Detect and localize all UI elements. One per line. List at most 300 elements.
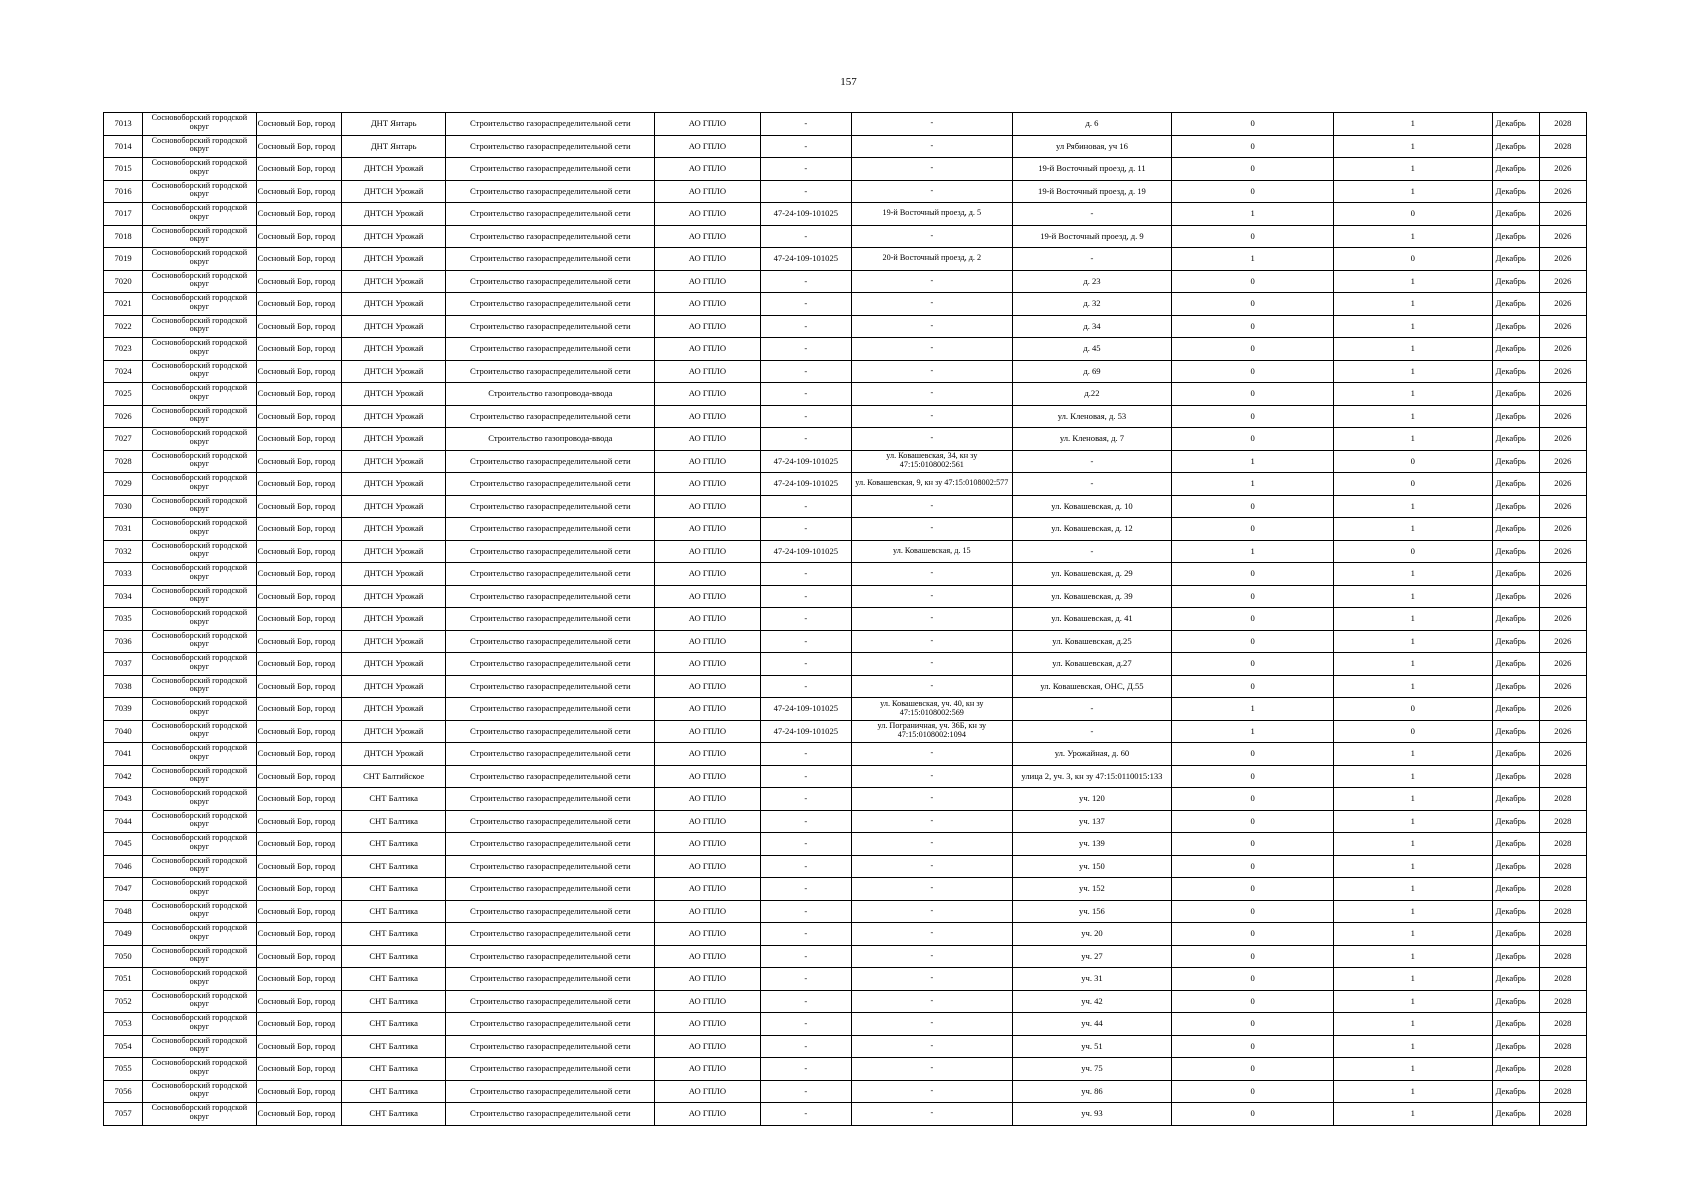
- cell-territory: ДНТСН Урожай: [341, 315, 445, 338]
- cell-count-a: 1: [1172, 698, 1334, 721]
- cell-municipality: Сосновоборский городской округ: [143, 158, 256, 181]
- cell-cadastral-address: -: [852, 945, 1013, 968]
- cell-object-address: ул. Ковашевская, д. 39: [1012, 585, 1172, 608]
- cell-territory: ДНТСН Урожай: [341, 270, 445, 293]
- cell-count-a: 0: [1172, 855, 1334, 878]
- cell-territory: ДНТСН Урожай: [341, 428, 445, 451]
- cell-organization: АО ГПЛО: [655, 675, 760, 698]
- cell-row-number: 7046: [104, 855, 143, 878]
- cell-month: Декабрь: [1492, 833, 1539, 856]
- cell-cadastral-quarter: 47-24-109-101025: [760, 720, 851, 743]
- cell-row-number: 7052: [104, 990, 143, 1013]
- cell-count-a: 0: [1172, 563, 1334, 586]
- cell-settlement: Сосновый Бор, город: [256, 585, 341, 608]
- cell-settlement: Сосновый Бор, город: [256, 855, 341, 878]
- cell-month: Декабрь: [1492, 338, 1539, 361]
- cell-cadastral-quarter: -: [760, 135, 851, 158]
- cell-count-b: 1: [1333, 563, 1492, 586]
- cell-cadastral-address: -: [852, 1103, 1013, 1126]
- cell-month: Декабрь: [1492, 585, 1539, 608]
- table-row: [104, 1103, 1587, 1126]
- cell-cadastral-quarter: -: [760, 990, 851, 1013]
- cell-cadastral-quarter: -: [760, 315, 851, 338]
- cell-count-b: 1: [1333, 225, 1492, 248]
- cell-year: 2026: [1539, 360, 1586, 383]
- cell-count-b: 1: [1333, 608, 1492, 631]
- cell-territory: СНТ Балтика: [341, 833, 445, 856]
- cell-cadastral-quarter: -: [760, 675, 851, 698]
- cell-municipality: Сосновоборский городской округ: [143, 923, 256, 946]
- cell-year: 2026: [1539, 338, 1586, 361]
- cell-municipality: Сосновоборский городской округ: [143, 225, 256, 248]
- cell-object-address: уч. 75: [1012, 1058, 1172, 1081]
- cell-month: Декабрь: [1492, 473, 1539, 496]
- table-row: [104, 248, 1587, 271]
- cell-municipality: Сосновоборский городской округ: [143, 585, 256, 608]
- cell-object-address: д. 34: [1012, 315, 1172, 338]
- cell-cadastral-address: -: [852, 608, 1013, 631]
- cell-cadastral-address: -: [852, 383, 1013, 406]
- cell-municipality: Сосновоборский городской округ: [143, 450, 256, 473]
- cell-row-number: 7018: [104, 225, 143, 248]
- cell-work-type: Строительство газораспределительной сети: [446, 473, 655, 496]
- cell-object-address: ул. Урожайная, д. 60: [1012, 743, 1172, 766]
- cell-cadastral-quarter: -: [760, 495, 851, 518]
- cell-cadastral-address: -: [852, 788, 1013, 811]
- cell-territory: ДНТСН Урожай: [341, 473, 445, 496]
- cell-row-number: 7030: [104, 495, 143, 518]
- cell-work-type: Строительство газораспределительной сети: [446, 608, 655, 631]
- cell-territory: ДНТСН Урожай: [341, 248, 445, 271]
- cell-cadastral-quarter: 47-24-109-101025: [760, 450, 851, 473]
- cell-settlement: Сосновый Бор, город: [256, 203, 341, 226]
- cell-cadastral-quarter: 47-24-109-101025: [760, 540, 851, 563]
- cell-object-address: улица 2, уч. 3, кн зу 47:15:0110015:133: [1012, 765, 1172, 788]
- cell-work-type: Строительство газораспределительной сети: [446, 1013, 655, 1036]
- table-row: [104, 900, 1587, 923]
- cell-row-number: 7055: [104, 1058, 143, 1081]
- cell-municipality: Сосновоборский городской округ: [143, 518, 256, 541]
- cell-row-number: 7013: [104, 113, 143, 136]
- cell-cadastral-quarter: 47-24-109-101025: [760, 473, 851, 496]
- cell-row-number: 7017: [104, 203, 143, 226]
- cell-month: Декабрь: [1492, 450, 1539, 473]
- cell-count-a: 0: [1172, 810, 1334, 833]
- cell-work-type: Строительство газораспределительной сети: [446, 158, 655, 181]
- cell-month: Декабрь: [1492, 180, 1539, 203]
- cell-count-b: 1: [1333, 495, 1492, 518]
- cell-row-number: 7036: [104, 630, 143, 653]
- cell-count-b: 1: [1333, 338, 1492, 361]
- cell-territory: ДНТСН Урожай: [341, 518, 445, 541]
- cell-object-address: уч. 31: [1012, 968, 1172, 991]
- cell-year: 2026: [1539, 698, 1586, 721]
- cell-cadastral-address: 19-й Восточный проезд, д. 5: [852, 203, 1013, 226]
- table-row: [104, 225, 1587, 248]
- cell-work-type: Строительство газораспределительной сети: [446, 900, 655, 923]
- cell-work-type: Строительство газораспределительной сети: [446, 585, 655, 608]
- cell-count-a: 0: [1172, 675, 1334, 698]
- cell-cadastral-address: -: [852, 990, 1013, 1013]
- cell-month: Декабрь: [1492, 653, 1539, 676]
- cell-object-address: ул. Ковашевская, д.27: [1012, 653, 1172, 676]
- cell-object-address: ул. Ковашевская, д. 41: [1012, 608, 1172, 631]
- cell-settlement: Сосновый Бор, город: [256, 1080, 341, 1103]
- cell-work-type: Строительство газораспределительной сети: [446, 923, 655, 946]
- cell-territory: ДНТСН Урожай: [341, 743, 445, 766]
- cell-count-b: 0: [1333, 450, 1492, 473]
- cell-year: 2026: [1539, 203, 1586, 226]
- cell-work-type: Строительство газораспределительной сети: [446, 225, 655, 248]
- cell-count-a: 1: [1172, 203, 1334, 226]
- cell-month: Декабрь: [1492, 518, 1539, 541]
- cell-year: 2028: [1539, 1035, 1586, 1058]
- cell-object-address: д. 32: [1012, 293, 1172, 316]
- cell-month: Декабрь: [1492, 428, 1539, 451]
- cell-row-number: 7038: [104, 675, 143, 698]
- cell-municipality: Сосновоборский городской округ: [143, 833, 256, 856]
- cell-object-address: уч. 93: [1012, 1103, 1172, 1126]
- cell-count-a: 0: [1172, 945, 1334, 968]
- cell-month: Декабрь: [1492, 855, 1539, 878]
- cell-municipality: Сосновоборский городской округ: [143, 113, 256, 136]
- table-row: [104, 855, 1587, 878]
- cell-year: 2026: [1539, 675, 1586, 698]
- cell-organization: АО ГПЛО: [655, 878, 760, 901]
- cell-count-b: 1: [1333, 653, 1492, 676]
- cell-count-a: 0: [1172, 293, 1334, 316]
- cell-work-type: Строительство газораспределительной сети: [446, 968, 655, 991]
- cell-object-address: -: [1012, 698, 1172, 721]
- cell-cadastral-address: ул. Пограничная, уч. 36Б, кн зу 47:15:0108002:1094: [852, 720, 1013, 743]
- cell-cadastral-address: ул. Ковашевская, д. 15: [852, 540, 1013, 563]
- cell-year: 2028: [1539, 855, 1586, 878]
- cell-cadastral-address: -: [852, 630, 1013, 653]
- cell-territory: ДНТСН Урожай: [341, 450, 445, 473]
- cell-count-a: 0: [1172, 270, 1334, 293]
- cell-count-a: 0: [1172, 315, 1334, 338]
- cell-organization: АО ГПЛО: [655, 855, 760, 878]
- cell-count-a: 0: [1172, 225, 1334, 248]
- cell-settlement: Сосновый Бор, город: [256, 113, 341, 136]
- cell-object-address: уч. 44: [1012, 1013, 1172, 1036]
- cell-cadastral-quarter: -: [760, 158, 851, 181]
- cell-settlement: Сосновый Бор, город: [256, 293, 341, 316]
- table-row: [104, 833, 1587, 856]
- cell-settlement: Сосновый Бор, город: [256, 968, 341, 991]
- cell-month: Декабрь: [1492, 113, 1539, 136]
- cell-organization: АО ГПЛО: [655, 270, 760, 293]
- cell-count-a: 0: [1172, 653, 1334, 676]
- cell-settlement: Сосновый Бор, город: [256, 945, 341, 968]
- cell-month: Декабрь: [1492, 1035, 1539, 1058]
- cell-organization: АО ГПЛО: [655, 1058, 760, 1081]
- cell-year: 2026: [1539, 405, 1586, 428]
- cell-count-b: 1: [1333, 315, 1492, 338]
- cell-settlement: Сосновый Бор, город: [256, 563, 341, 586]
- cell-territory: СНТ Балтика: [341, 810, 445, 833]
- table-row: [104, 428, 1587, 451]
- cell-year: 2026: [1539, 450, 1586, 473]
- cell-settlement: Сосновый Бор, город: [256, 653, 341, 676]
- cell-organization: АО ГПЛО: [655, 1080, 760, 1103]
- cell-year: 2026: [1539, 563, 1586, 586]
- cell-cadastral-quarter: -: [760, 1035, 851, 1058]
- cell-territory: СНТ Балтика: [341, 945, 445, 968]
- cell-cadastral-address: -: [852, 113, 1013, 136]
- cell-territory: СНТ Балтика: [341, 1080, 445, 1103]
- table-row: [104, 923, 1587, 946]
- cell-count-b: 1: [1333, 270, 1492, 293]
- cell-month: Декабрь: [1492, 923, 1539, 946]
- cell-settlement: Сосновый Бор, город: [256, 473, 341, 496]
- cell-work-type: Строительство газораспределительной сети: [446, 720, 655, 743]
- cell-cadastral-quarter: 47-24-109-101025: [760, 203, 851, 226]
- cell-territory: СНТ Балтика: [341, 878, 445, 901]
- cell-month: Декабрь: [1492, 698, 1539, 721]
- cell-organization: АО ГПЛО: [655, 743, 760, 766]
- table-row: [104, 338, 1587, 361]
- cell-territory: ДНТСН Урожай: [341, 338, 445, 361]
- cell-cadastral-quarter: -: [760, 1080, 851, 1103]
- cell-count-b: 1: [1333, 968, 1492, 991]
- cell-row-number: 7035: [104, 608, 143, 631]
- cell-territory: ДНТСН Урожай: [341, 495, 445, 518]
- cell-territory: ДНТСН Урожай: [341, 653, 445, 676]
- cell-month: Декабрь: [1492, 158, 1539, 181]
- cell-count-a: 0: [1172, 900, 1334, 923]
- cell-cadastral-quarter: 47-24-109-101025: [760, 248, 851, 271]
- cell-row-number: 7024: [104, 360, 143, 383]
- cell-month: Декабрь: [1492, 1058, 1539, 1081]
- table-row: [104, 878, 1587, 901]
- cell-month: Декабрь: [1492, 1080, 1539, 1103]
- cell-row-number: 7051: [104, 968, 143, 991]
- cell-organization: АО ГПЛО: [655, 518, 760, 541]
- cell-settlement: Сосновый Бор, город: [256, 1058, 341, 1081]
- cell-count-b: 1: [1333, 158, 1492, 181]
- cell-cadastral-quarter: -: [760, 810, 851, 833]
- cell-work-type: Строительство газораспределительной сети: [446, 540, 655, 563]
- cell-count-a: 0: [1172, 833, 1334, 856]
- cell-count-b: 1: [1333, 135, 1492, 158]
- cell-object-address: д.22: [1012, 383, 1172, 406]
- cell-territory: СНТ Балтика: [341, 1013, 445, 1036]
- cell-municipality: Сосновоборский городской округ: [143, 810, 256, 833]
- cell-year: 2028: [1539, 1013, 1586, 1036]
- cell-municipality: Сосновоборский городской округ: [143, 720, 256, 743]
- cell-municipality: Сосновоборский городской округ: [143, 968, 256, 991]
- cell-row-number: 7033: [104, 563, 143, 586]
- cell-cadastral-quarter: 47-24-109-101025: [760, 698, 851, 721]
- cell-count-a: 0: [1172, 788, 1334, 811]
- cell-year: 2028: [1539, 1103, 1586, 1126]
- cell-count-a: 0: [1172, 428, 1334, 451]
- cell-cadastral-address: -: [852, 158, 1013, 181]
- cell-year: 2028: [1539, 945, 1586, 968]
- cell-settlement: Сосновый Бор, город: [256, 698, 341, 721]
- cell-year: 2028: [1539, 135, 1586, 158]
- cell-count-b: 1: [1333, 293, 1492, 316]
- cell-month: Декабрь: [1492, 563, 1539, 586]
- cell-work-type: Строительство газораспределительной сети: [446, 1035, 655, 1058]
- cell-cadastral-address: ул. Ковашевская, 34, кн зу 47:15:0108002:561: [852, 450, 1013, 473]
- cell-year: 2026: [1539, 473, 1586, 496]
- cell-municipality: Сосновоборский городской округ: [143, 990, 256, 1013]
- cell-count-b: 1: [1333, 855, 1492, 878]
- cell-settlement: Сосновый Бор, город: [256, 1035, 341, 1058]
- cell-object-address: уч. 42: [1012, 990, 1172, 1013]
- cell-row-number: 7022: [104, 315, 143, 338]
- cell-cadastral-address: -: [852, 765, 1013, 788]
- cell-cadastral-address: -: [852, 495, 1013, 518]
- cell-settlement: Сосновый Бор, город: [256, 428, 341, 451]
- cell-territory: ДНТСН Урожай: [341, 180, 445, 203]
- table-row: [104, 698, 1587, 721]
- cell-month: Декабрь: [1492, 630, 1539, 653]
- cell-count-b: 1: [1333, 765, 1492, 788]
- cell-work-type: Строительство газопровода-ввода: [446, 383, 655, 406]
- cell-count-a: 1: [1172, 450, 1334, 473]
- cell-count-a: 0: [1172, 1035, 1334, 1058]
- cell-count-b: 1: [1333, 405, 1492, 428]
- cell-object-address: уч. 27: [1012, 945, 1172, 968]
- cell-cadastral-quarter: -: [760, 900, 851, 923]
- cell-territory: СНТ Балтика: [341, 855, 445, 878]
- cell-count-a: 0: [1172, 360, 1334, 383]
- cell-object-address: ул. Ковашевская, ОНС, Д.55: [1012, 675, 1172, 698]
- table-row: [104, 675, 1587, 698]
- cell-row-number: 7031: [104, 518, 143, 541]
- cell-work-type: Строительство газораспределительной сети: [446, 1080, 655, 1103]
- cell-settlement: Сосновый Бор, город: [256, 765, 341, 788]
- cell-cadastral-address: -: [852, 180, 1013, 203]
- cell-municipality: Сосновоборский городской округ: [143, 315, 256, 338]
- cell-count-b: 1: [1333, 1080, 1492, 1103]
- cell-organization: АО ГПЛО: [655, 315, 760, 338]
- cell-month: Декабрь: [1492, 225, 1539, 248]
- table-row: [104, 518, 1587, 541]
- table-row: [104, 203, 1587, 226]
- cell-work-type: Строительство газораспределительной сети: [446, 743, 655, 766]
- cell-municipality: Сосновоборский городской округ: [143, 293, 256, 316]
- cell-year: 2028: [1539, 1058, 1586, 1081]
- cell-settlement: Сосновый Бор, город: [256, 158, 341, 181]
- gasification-table: [103, 112, 1587, 1126]
- cell-object-address: ул. Ковашевская, д. 12: [1012, 518, 1172, 541]
- cell-count-a: 0: [1172, 113, 1334, 136]
- cell-year: 2026: [1539, 383, 1586, 406]
- cell-count-a: 0: [1172, 765, 1334, 788]
- cell-object-address: 19-й Восточный проезд, д. 9: [1012, 225, 1172, 248]
- cell-object-address: ул. Кленовая, д. 7: [1012, 428, 1172, 451]
- cell-count-a: 0: [1172, 180, 1334, 203]
- cell-cadastral-quarter: -: [760, 563, 851, 586]
- cell-count-a: 0: [1172, 878, 1334, 901]
- cell-year: 2028: [1539, 810, 1586, 833]
- cell-organization: АО ГПЛО: [655, 495, 760, 518]
- cell-organization: АО ГПЛО: [655, 563, 760, 586]
- cell-territory: ДНТ Янтарь: [341, 135, 445, 158]
- cell-territory: СНТ Балтика: [341, 900, 445, 923]
- cell-work-type: Строительство газораспределительной сети: [446, 270, 655, 293]
- cell-year: 2026: [1539, 225, 1586, 248]
- cell-object-address: ул. Кленовая, д. 53: [1012, 405, 1172, 428]
- cell-settlement: Сосновый Бор, город: [256, 788, 341, 811]
- cell-object-address: д. 69: [1012, 360, 1172, 383]
- cell-territory: СНТ Балтика: [341, 1103, 445, 1126]
- cell-settlement: Сосновый Бор, город: [256, 720, 341, 743]
- cell-row-number: 7023: [104, 338, 143, 361]
- cell-row-number: 7020: [104, 270, 143, 293]
- cell-work-type: Строительство газораспределительной сети: [446, 630, 655, 653]
- cell-count-a: 0: [1172, 1058, 1334, 1081]
- cell-count-a: 0: [1172, 383, 1334, 406]
- table-row: [104, 158, 1587, 181]
- cell-cadastral-address: -: [852, 968, 1013, 991]
- cell-municipality: Сосновоборский городской округ: [143, 765, 256, 788]
- cell-year: 2028: [1539, 923, 1586, 946]
- cell-cadastral-quarter: -: [760, 788, 851, 811]
- cell-organization: АО ГПЛО: [655, 203, 760, 226]
- cell-count-a: 0: [1172, 1103, 1334, 1126]
- cell-settlement: Сосновый Бор, город: [256, 450, 341, 473]
- cell-count-a: 0: [1172, 923, 1334, 946]
- cell-year: 2026: [1539, 743, 1586, 766]
- cell-count-b: 1: [1333, 113, 1492, 136]
- cell-month: Декабрь: [1492, 315, 1539, 338]
- cell-row-number: 7040: [104, 720, 143, 743]
- cell-count-a: 0: [1172, 585, 1334, 608]
- cell-month: Декабрь: [1492, 248, 1539, 271]
- table-row: [104, 765, 1587, 788]
- cell-territory: СНТ Балтийское: [341, 765, 445, 788]
- cell-organization: АО ГПЛО: [655, 1035, 760, 1058]
- table-row: [104, 720, 1587, 743]
- cell-work-type: Строительство газораспределительной сети: [446, 878, 655, 901]
- cell-territory: ДНТСН Урожай: [341, 540, 445, 563]
- cell-settlement: Сосновый Бор, город: [256, 833, 341, 856]
- cell-organization: АО ГПЛО: [655, 990, 760, 1013]
- cell-month: Декабрь: [1492, 405, 1539, 428]
- cell-settlement: Сосновый Бор, город: [256, 990, 341, 1013]
- cell-year: 2028: [1539, 113, 1586, 136]
- cell-municipality: Сосновоборский городской округ: [143, 675, 256, 698]
- cell-object-address: -: [1012, 473, 1172, 496]
- table-row: [104, 945, 1587, 968]
- cell-row-number: 7042: [104, 765, 143, 788]
- cell-month: Декабрь: [1492, 203, 1539, 226]
- table-row: [104, 113, 1587, 136]
- cell-month: Декабрь: [1492, 293, 1539, 316]
- cell-count-a: 0: [1172, 608, 1334, 631]
- cell-work-type: Строительство газораспределительной сети: [446, 293, 655, 316]
- cell-work-type: Строительство газораспределительной сети: [446, 675, 655, 698]
- cell-count-b: 1: [1333, 360, 1492, 383]
- cell-cadastral-quarter: -: [760, 653, 851, 676]
- cell-object-address: уч. 152: [1012, 878, 1172, 901]
- cell-organization: АО ГПЛО: [655, 698, 760, 721]
- cell-year: 2026: [1539, 630, 1586, 653]
- cell-work-type: Строительство газораспределительной сети: [446, 1058, 655, 1081]
- cell-row-number: 7053: [104, 1013, 143, 1036]
- cell-count-b: 1: [1333, 518, 1492, 541]
- table-row: [104, 1080, 1587, 1103]
- cell-count-a: 0: [1172, 158, 1334, 181]
- cell-object-address: -: [1012, 540, 1172, 563]
- cell-count-b: 1: [1333, 630, 1492, 653]
- cell-count-b: 1: [1333, 1013, 1492, 1036]
